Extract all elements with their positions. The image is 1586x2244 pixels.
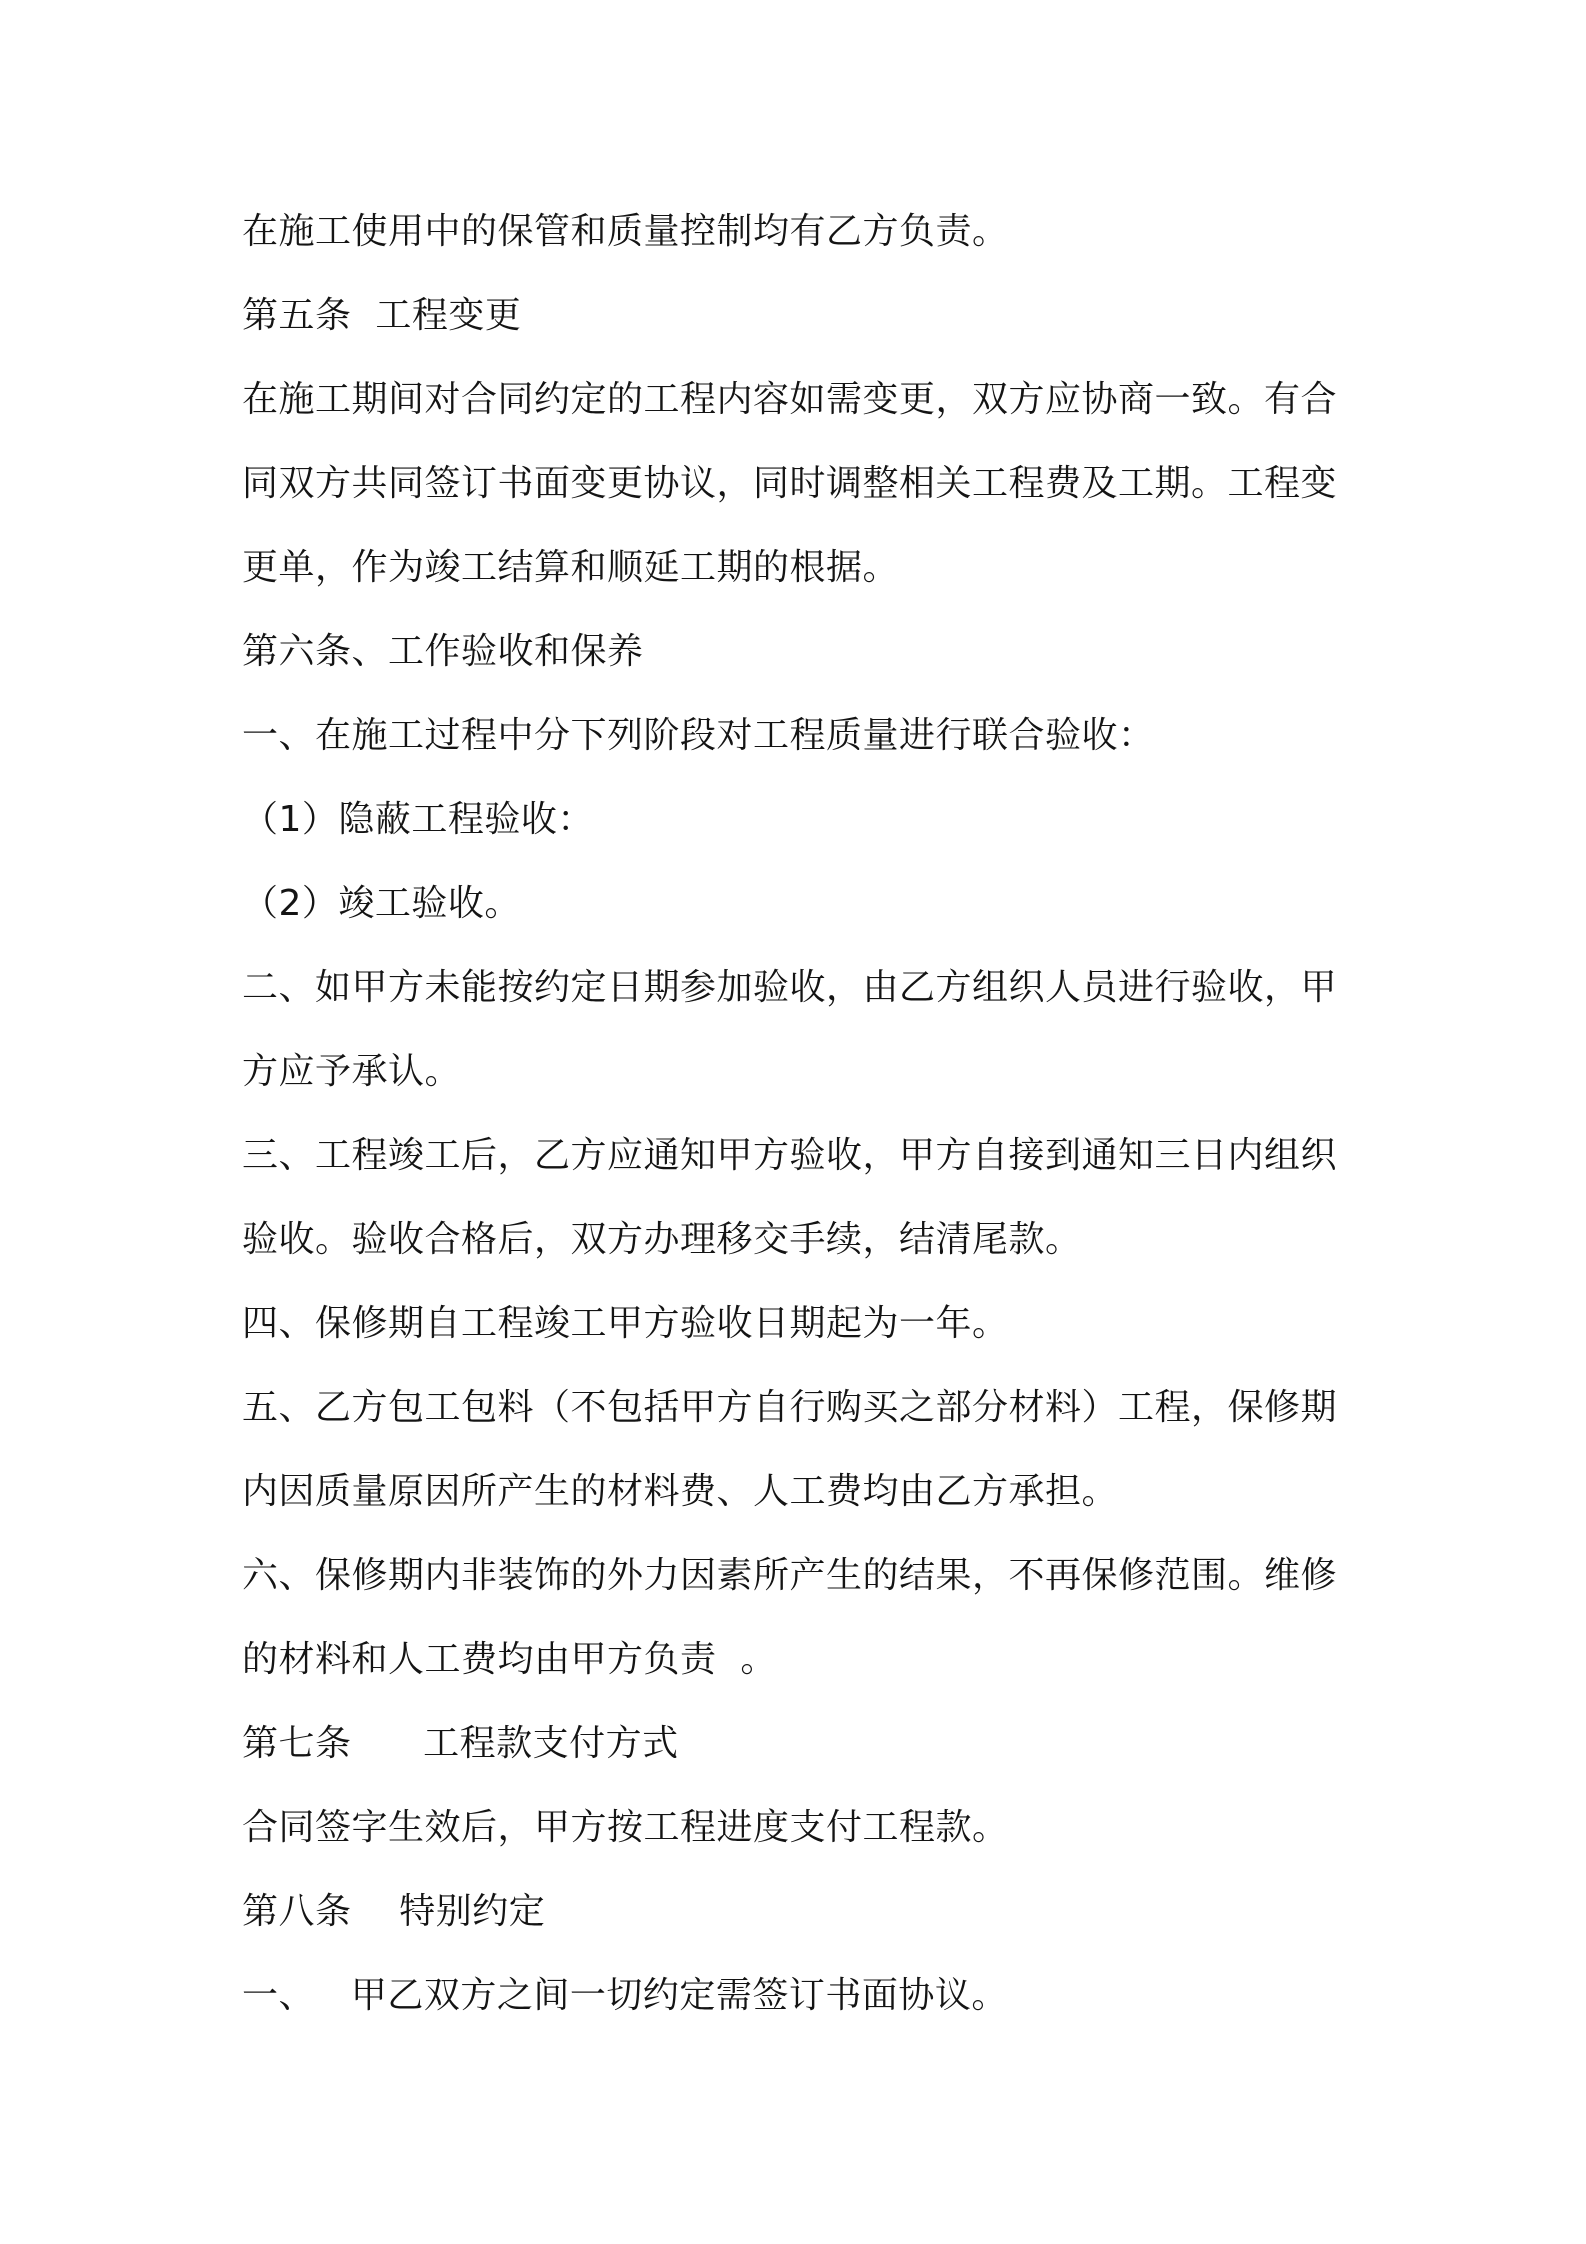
text-line: 内因质量原因所产生的材料费、人工费均由乙方承担。 — [242, 1471, 1119, 1512]
section-heading: 第七条 工程款支付方式 — [242, 1723, 679, 1764]
section-heading: 第六条、工作验收和保养 — [242, 631, 644, 672]
text-line: 在施工使用中的保管和质量控制均有乙方负责。 — [242, 211, 1009, 252]
text-line: 的材料和人工费均由甲方负责 。 — [242, 1639, 777, 1680]
text-line: 二、如甲方未能按约定日期参加验收，由乙方组织人员进行验收，甲 — [242, 967, 1338, 1008]
text-line: 六、保修期内非装饰的外力因素所产生的结果，不再保修范围。维修 — [242, 1555, 1338, 1596]
text-line: 更单，作为竣工结算和顺延工期的根据。 — [242, 547, 900, 588]
text-line: 三、工程竣工后，乙方应通知甲方验收，甲方自接到通知三日内组织 — [242, 1135, 1338, 1176]
document-body — [242, 190, 1362, 2038]
text-line: 同双方共同签订书面变更协议，同时调整相关工程费及工期。工程变 — [242, 463, 1338, 504]
list-item: （2）竣工验收。 — [242, 883, 521, 924]
text-line: 验收。验收合格后，双方办理移交手续，结清尾款。 — [242, 1219, 1082, 1260]
section-heading: 第八条 特别约定 — [242, 1891, 546, 1932]
text-line: 方应予承认。 — [242, 1051, 462, 1092]
text-line: 一、 甲乙双方之间一切约定需签订书面协议。 — [242, 1975, 1008, 2016]
text-line: 四、保修期自工程竣工甲方验收日期起为一年。 — [242, 1303, 1009, 1344]
text-line: 在施工期间对合同约定的工程内容如需变更，双方应协商一致。有合 — [242, 379, 1338, 420]
text-line: 五、乙方包工包料（不包括甲方自行购买之部分材料）工程，保修期 — [242, 1387, 1338, 1428]
text-line: 一、在施工过程中分下列阶段对工程质量进行联合验收： — [242, 715, 1155, 756]
section-heading: 第五条 工程变更 — [242, 295, 522, 336]
text-line: 合同签字生效后，甲方按工程进度支付工程款。 — [242, 1807, 1009, 1848]
list-item: （1）隐蔽工程验收： — [242, 799, 594, 840]
